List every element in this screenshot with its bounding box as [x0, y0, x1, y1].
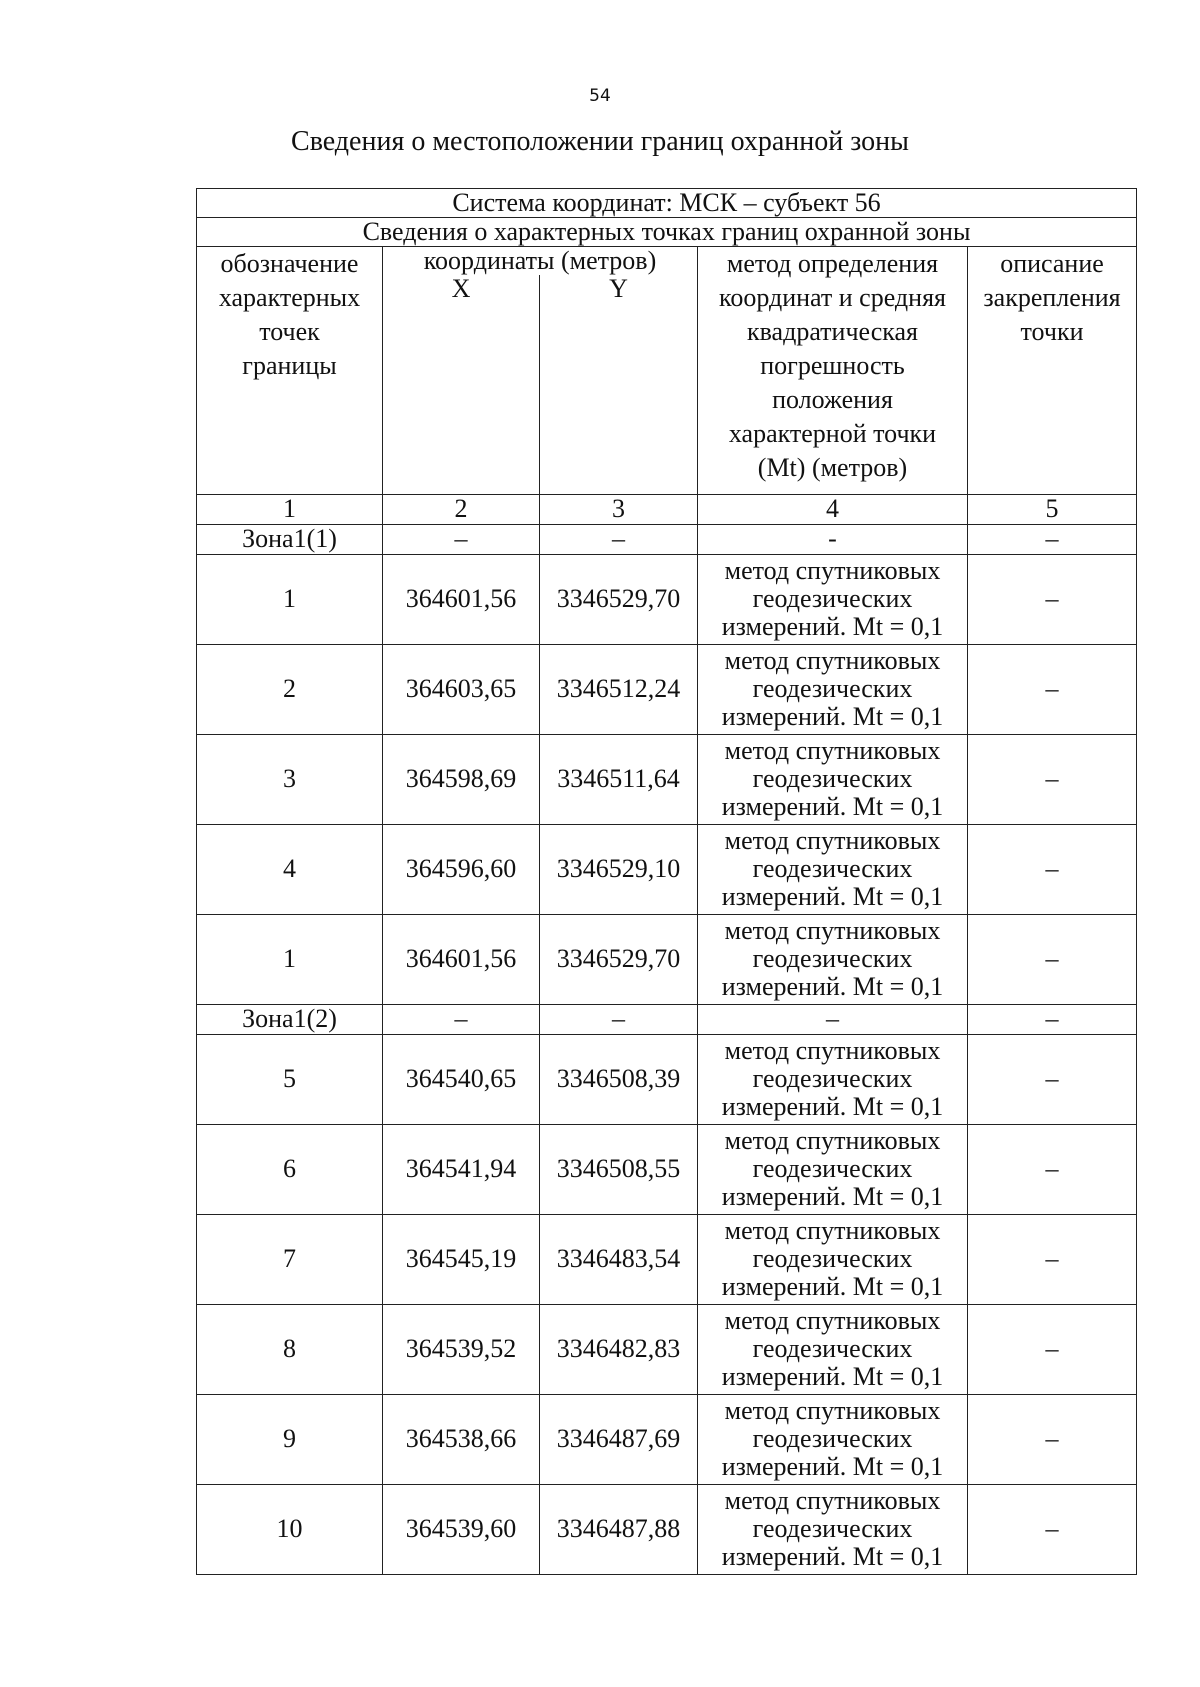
point-id: 9	[197, 1394, 383, 1484]
method-line: измерений. Mt = 0,1	[721, 882, 944, 911]
method-line: измерений. Mt = 0,1	[721, 1272, 944, 1301]
zone-dash: –	[383, 1004, 540, 1034]
table-row	[197, 644, 1137, 734]
point-id: 1	[197, 914, 383, 1004]
point-description: –	[968, 1394, 1137, 1484]
point-description: –	[968, 1124, 1137, 1214]
point-id: 8	[197, 1304, 383, 1394]
method-line: метод спутниковых	[724, 1306, 941, 1335]
point-x: 364598,69	[383, 734, 540, 824]
table-row	[197, 1124, 1137, 1214]
coord-system-header: Система координат: МСК – субъект 56	[197, 189, 1137, 218]
header-line: точек	[259, 317, 320, 346]
method-line: метод спутниковых	[724, 646, 941, 675]
point-method	[698, 644, 968, 734]
method-line: метод спутниковых	[724, 1036, 941, 1065]
point-description: –	[968, 644, 1137, 734]
points-header: Сведения о характерных точках границ охранной зоны	[197, 218, 1137, 247]
point-y: 3346487,69	[540, 1394, 698, 1484]
method-line: метод спутниковых	[724, 1396, 941, 1425]
column-number: 1	[197, 494, 383, 524]
method-line: измерений. Mt = 0,1	[721, 1362, 944, 1391]
method-line: метод спутниковых	[724, 916, 941, 945]
zone-dash: –	[698, 1004, 968, 1034]
column-number: 3	[540, 494, 698, 524]
header-line: закрепления	[983, 283, 1121, 312]
point-description: –	[968, 1304, 1137, 1394]
method-line: метод спутниковых	[724, 736, 941, 765]
point-x: 364603,65	[383, 644, 540, 734]
method-line: метод спутниковых	[724, 826, 941, 855]
point-method	[698, 1394, 968, 1484]
header-line: характерных	[218, 283, 361, 312]
point-y: 3346529,10	[540, 824, 698, 914]
zone-dash: –	[968, 1004, 1137, 1034]
point-id: 4	[197, 824, 383, 914]
point-y: 3346483,54	[540, 1214, 698, 1304]
point-id: 6	[197, 1124, 383, 1214]
method-line: измерений. Mt = 0,1	[721, 1452, 944, 1481]
method-line: измерений. Mt = 0,1	[721, 1542, 944, 1571]
method-line: геодезических	[752, 1154, 913, 1183]
point-description: –	[968, 734, 1137, 824]
table-row	[197, 914, 1137, 1004]
table-row	[197, 1214, 1137, 1304]
zone-dash: –	[968, 524, 1137, 554]
zone-dash: –	[540, 524, 698, 554]
point-id: 10	[197, 1484, 383, 1574]
point-description: –	[968, 1034, 1137, 1124]
point-y: 3346508,39	[540, 1034, 698, 1124]
method-line: геодезических	[752, 584, 913, 613]
point-y: 3346511,64	[540, 734, 698, 824]
point-id: 5	[197, 1034, 383, 1124]
header-line: квадратическая	[746, 317, 919, 346]
coordinates-table	[196, 188, 1137, 1575]
coordinates-header: координаты (метров)	[383, 247, 698, 276]
table-row	[197, 824, 1137, 914]
method-line: геодезических	[752, 1334, 913, 1363]
column-number: 4	[698, 494, 968, 524]
table-row	[197, 1304, 1137, 1394]
point-x: 364539,60	[383, 1484, 540, 1574]
point-description: –	[968, 824, 1137, 914]
point-description: –	[968, 554, 1137, 644]
point-x: 364601,56	[383, 554, 540, 644]
header-line: погрешность	[760, 351, 905, 380]
method-line: геодезических	[752, 764, 913, 793]
point-x: 364540,65	[383, 1034, 540, 1124]
point-designation-header	[197, 247, 383, 495]
point-method	[698, 1484, 968, 1574]
header-line: положения	[772, 385, 893, 414]
point-description: –	[968, 1214, 1137, 1304]
method-header	[698, 247, 968, 495]
point-id: 1	[197, 554, 383, 644]
point-method	[698, 554, 968, 644]
table-row	[197, 1484, 1137, 1574]
point-x: 364541,94	[383, 1124, 540, 1214]
method-line: геодезических	[752, 1244, 913, 1273]
method-line: измерений. Mt = 0,1	[721, 1182, 944, 1211]
point-method	[698, 1124, 968, 1214]
method-line: метод спутниковых	[724, 1126, 941, 1155]
point-y: 3346487,88	[540, 1484, 698, 1574]
x-header: X	[383, 275, 540, 494]
point-method	[698, 824, 968, 914]
point-y: 3346529,70	[540, 554, 698, 644]
table-row	[197, 554, 1137, 644]
header-line: обозначение	[220, 249, 359, 278]
method-line: измерений. Mt = 0,1	[721, 792, 944, 821]
point-y: 3346482,83	[540, 1304, 698, 1394]
column-number: 5	[968, 494, 1137, 524]
point-x: 364596,60	[383, 824, 540, 914]
point-method	[698, 734, 968, 824]
page-title: Сведения о местоположении границ охранной зоны	[291, 126, 909, 157]
zone-name: Зона1(2)	[197, 1004, 383, 1034]
point-description: –	[968, 914, 1137, 1004]
point-method	[698, 1214, 968, 1304]
zone-row	[197, 524, 1137, 554]
point-id: 2	[197, 644, 383, 734]
header-line: границы	[242, 351, 337, 380]
point-method	[698, 1034, 968, 1124]
point-x: 364538,66	[383, 1394, 540, 1484]
header-line: (Mt) (метров)	[757, 453, 908, 482]
method-line: измерений. Mt = 0,1	[721, 612, 944, 641]
point-x: 364601,56	[383, 914, 540, 1004]
column-number: 2	[383, 494, 540, 524]
method-line: геодезических	[752, 1424, 913, 1453]
y-header: Y	[540, 275, 698, 494]
zone-dash: –	[383, 524, 540, 554]
table-row	[197, 1394, 1137, 1484]
point-x: 364545,19	[383, 1214, 540, 1304]
description-header	[968, 247, 1137, 495]
zone-dash: -	[698, 524, 968, 554]
page-number: 54	[589, 86, 611, 106]
zone-dash: –	[540, 1004, 698, 1034]
method-line: измерений. Mt = 0,1	[721, 1092, 944, 1121]
method-line: геодезических	[752, 1064, 913, 1093]
point-y: 3346508,55	[540, 1124, 698, 1214]
method-line: метод спутниковых	[724, 1216, 941, 1245]
header-line: описание	[1000, 249, 1104, 278]
header-line: метод определения	[726, 249, 939, 278]
column-numbers-row	[197, 494, 1137, 524]
method-line: метод спутниковых	[724, 1486, 941, 1515]
header-line: характерной точки	[728, 419, 937, 448]
method-line: измерений. Mt = 0,1	[721, 972, 944, 1001]
point-method	[698, 914, 968, 1004]
point-description: –	[968, 1484, 1137, 1574]
table-row	[197, 1034, 1137, 1124]
method-line: метод спутниковых	[724, 556, 941, 585]
point-id: 7	[197, 1214, 383, 1304]
point-method	[698, 1304, 968, 1394]
method-line: геодезических	[752, 854, 913, 883]
point-y: 3346512,24	[540, 644, 698, 734]
zone-row	[197, 1004, 1137, 1034]
point-id: 3	[197, 734, 383, 824]
method-line: геодезических	[752, 674, 913, 703]
method-line: измерений. Mt = 0,1	[721, 702, 944, 731]
method-line: геодезических	[752, 944, 913, 973]
zone-name: Зона1(1)	[197, 524, 383, 554]
method-line: геодезических	[752, 1514, 913, 1543]
point-y: 3346529,70	[540, 914, 698, 1004]
table-row	[197, 734, 1137, 824]
header-line: координат и средняя	[719, 283, 946, 312]
header-line: точки	[1020, 317, 1084, 346]
point-x: 364539,52	[383, 1304, 540, 1394]
